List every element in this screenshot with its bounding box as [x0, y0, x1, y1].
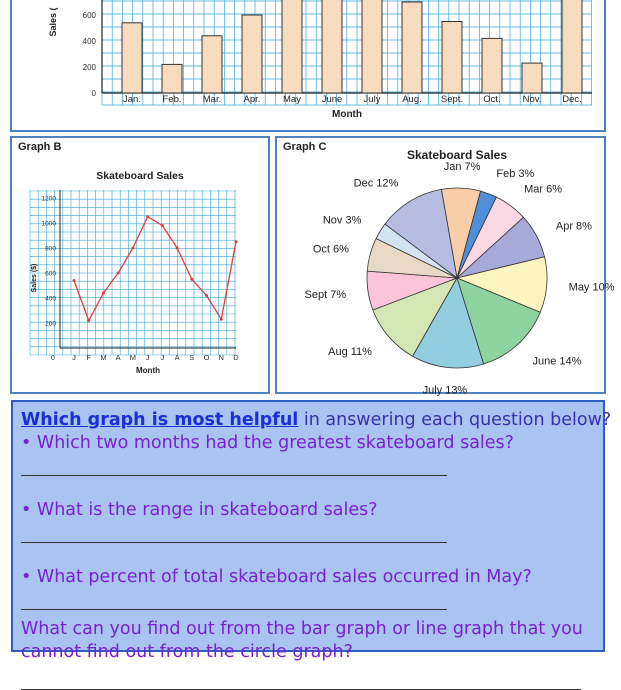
graph-b-label: Graph B [18, 141, 62, 153]
y-tick-label: 600 [45, 270, 56, 278]
data-point [146, 215, 149, 218]
data-point [161, 224, 164, 227]
question-1: • Which two months had the greatest skateboard sales? [21, 433, 514, 453]
y-tick-label: 200 [45, 320, 56, 328]
x-tick-label: A [174, 353, 180, 362]
data-point [131, 247, 134, 250]
y-axis-title: Sales ( [48, 7, 58, 37]
x-tick-label: D [233, 353, 239, 362]
x-tick-label: J [145, 353, 150, 362]
x-tick-label: M [100, 353, 107, 362]
data-point [87, 319, 90, 322]
question-2: • What is the range in skateboard sales? [21, 500, 378, 520]
origin-label: 0 [51, 355, 55, 362]
y-tick-label: 400 [45, 295, 56, 303]
bar [442, 22, 462, 94]
bar [482, 38, 502, 93]
slice-label: June 14% [532, 355, 582, 368]
x-tick-label: June [321, 94, 343, 105]
x-tick-label: J [160, 353, 165, 362]
bar [322, 0, 342, 93]
answer-line-2[interactable] [21, 542, 447, 543]
bar-chart [12, 0, 608, 134]
bar [122, 23, 142, 93]
slice-label: Sept 7% [304, 288, 347, 301]
x-tick-label: Nov. [522, 94, 542, 105]
bar [202, 36, 222, 93]
graph-b-panel [10, 136, 270, 394]
chart-title: Skateboard Sales [96, 170, 184, 182]
answer-line-3[interactable] [21, 609, 447, 610]
slice-label: Apr 8% [555, 220, 592, 233]
data-point [220, 318, 223, 321]
x-tick-label: Feb. [162, 94, 182, 105]
series-line [74, 217, 236, 321]
x-tick-label: S [189, 353, 195, 362]
graph-c-label: Graph C [283, 141, 327, 153]
answer-line-1[interactable] [21, 475, 447, 476]
question-4: What can you find out from the bar graph or line graph that you cannot find out from the circle graph? [21, 619, 583, 662]
slice-label: Feb 3% [496, 168, 535, 181]
y-tick-label: 800 [45, 245, 56, 253]
data-point [102, 292, 105, 295]
x-axis-title: Month [136, 366, 160, 375]
slice-label: Aug 11% [328, 345, 372, 358]
x-tick-label: Apr. [243, 94, 261, 105]
data-point [176, 247, 179, 250]
data-point [205, 294, 208, 297]
slice-label: Mar 6% [524, 183, 562, 196]
y-axis-title: Sales ($) [31, 263, 38, 293]
question-box [11, 400, 612, 662]
graph-a-panel [10, 0, 606, 132]
bar [282, 0, 302, 93]
x-tick-label: Jan. [123, 94, 141, 105]
x-tick-label: Oct. [483, 94, 501, 105]
x-tick-label: Mar. [202, 94, 222, 105]
x-tick-label: M [129, 353, 137, 362]
y-tick-label: 0 [91, 89, 96, 98]
x-tick-label: J [72, 353, 76, 362]
question-3: • What percent of total skateboard sales occurred in May? [21, 567, 532, 587]
pie-chart [277, 138, 615, 397]
y-tick-label: 200 [82, 63, 96, 72]
y-tick-label: 600 [82, 11, 96, 20]
bar [522, 63, 542, 93]
data-point [73, 279, 76, 282]
line-chart [12, 138, 272, 396]
slice-label: Oct 6% [312, 243, 349, 256]
bar [162, 64, 182, 93]
bar [362, 0, 382, 93]
heading-link: Which graph is most helpful [21, 410, 299, 430]
slice-label: May 10% [568, 281, 615, 294]
data-point [117, 272, 120, 275]
data-point [235, 240, 238, 243]
slice-label: Jan 7% [443, 161, 481, 174]
slice-label: Dec 12% [353, 177, 399, 190]
y-tick-label: 1200 [41, 195, 56, 203]
x-tick-label: Dec. [562, 94, 582, 105]
y-tick-label: 1000 [41, 220, 56, 228]
x-tick-label: A [115, 353, 121, 362]
question-heading [21, 409, 612, 432]
slice-label: July 13% [422, 384, 468, 397]
x-tick-label: O [203, 353, 210, 362]
x-tick-label: Aug. [402, 94, 422, 105]
x-tick-label: July [363, 94, 381, 105]
x-tick-label: N [218, 353, 224, 362]
bar [402, 2, 422, 93]
chart-title: Skateboard Sales [406, 148, 508, 162]
graph-c-panel [275, 136, 615, 397]
x-tick-label: May [283, 94, 301, 105]
slice-label: Nov 3% [322, 214, 362, 227]
bar [242, 15, 262, 93]
x-tick-label: F [86, 353, 92, 362]
heading-rest: in answering each question below? [298, 410, 612, 430]
bar [562, 0, 582, 93]
y-tick-label: 400 [82, 37, 96, 46]
x-tick-label: Sept. [440, 94, 464, 105]
data-point [190, 278, 193, 281]
x-axis-title: Month [332, 109, 362, 120]
